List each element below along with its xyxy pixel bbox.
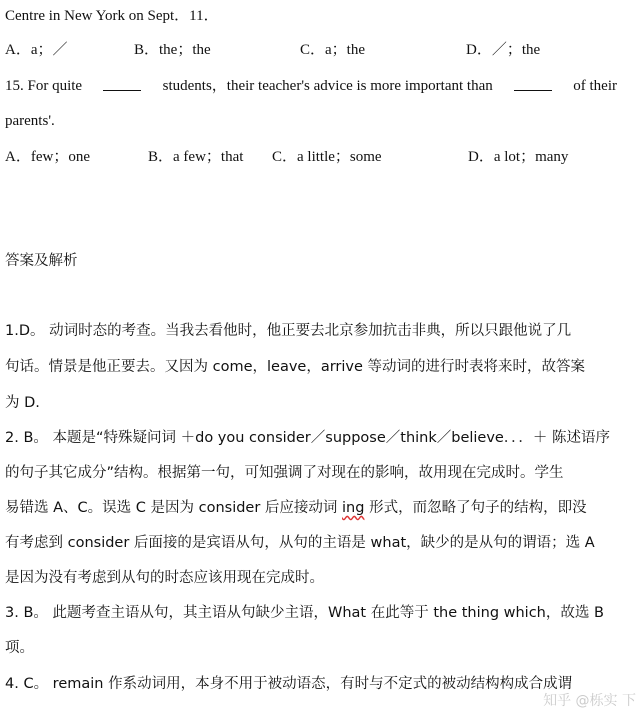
q15-blank-2 — [514, 76, 552, 91]
q15-option-c: C．a little；some — [272, 149, 382, 165]
q15-end: of their — [573, 78, 617, 94]
answer-1-line-3: 为 D. — [5, 395, 40, 411]
answer-2-line-2: 的句子其它成分”结构。根据第一句，可知强调了对现在的影响，故用现在完成时。学生 — [5, 465, 564, 481]
answer-2-line-3-b: 形式，而忽略了句子的结构，即没 — [364, 500, 587, 516]
answer-3-line-1: 3. B。 此题考查主语从句，其主语从句缺少主语，What 在此等于 the thing which，故选 B — [5, 605, 604, 621]
q14-text-tail: Centre in New York on Sept．11． — [5, 8, 219, 24]
zhihu-watermark: 知乎 @栎实 下 — [543, 693, 636, 709]
q14-option-c: C．a；the — [300, 42, 365, 58]
answer-4-line-1: 4. C。 remain 作系动词用，本身不用于被动语态，有时与不定式的被动结构构成合成谓 — [5, 676, 573, 692]
q14-option-a: A．a；／ — [5, 42, 68, 58]
q15-start: 15. For quite — [5, 78, 83, 94]
q15-stem-continued: parents'. — [5, 113, 55, 129]
q15-option-b: B．a few；that — [148, 149, 244, 165]
answer-1-line-1: 1.D。 动词时态的考查。当我去看他时，他正要去北京参加抗击非典，所以只跟他说了几 — [5, 323, 572, 339]
q15-option-d: D．a lot；many — [468, 149, 569, 165]
answer-1-line-2: 句话。情景是他正要去。又因为 come，leave，arrive 等动词的进行时表将来时，故答案 — [5, 359, 586, 375]
q15-option-a: A．few；one — [5, 149, 90, 165]
q14-option-d: D．／；the — [466, 42, 541, 58]
answer-2-line-4: 有考虑到 consider 后面接的是宾语从句，从句的主语是 what，缺少的是从句的谓语；选 A — [5, 535, 595, 551]
q15-stem — [5, 76, 617, 96]
answer-2-line-3-a: 易错选 A、C。误选 C 是因为 consider 后应接动词 — [5, 500, 343, 516]
ing-spellcheck-word: ing — [342, 500, 365, 516]
q15-middle: students，their teacher's advice is more important than — [162, 78, 493, 94]
answer-2-line-3 — [5, 498, 587, 518]
q14-option-b: B．the；the — [134, 42, 211, 58]
section-title: 答案及解析 — [5, 253, 78, 269]
answer-2-line-1: 2. B。 本题是“特殊疑问词 ＋do you consider／suppose／think／believe．．．＋ 陈述语序 — [5, 430, 610, 446]
answer-3-line-2: 项。 — [5, 640, 34, 656]
answer-2-line-5: 是因为没有考虑到从句的时态应该用现在完成时。 — [5, 570, 324, 586]
q15-blank-1 — [103, 76, 141, 91]
